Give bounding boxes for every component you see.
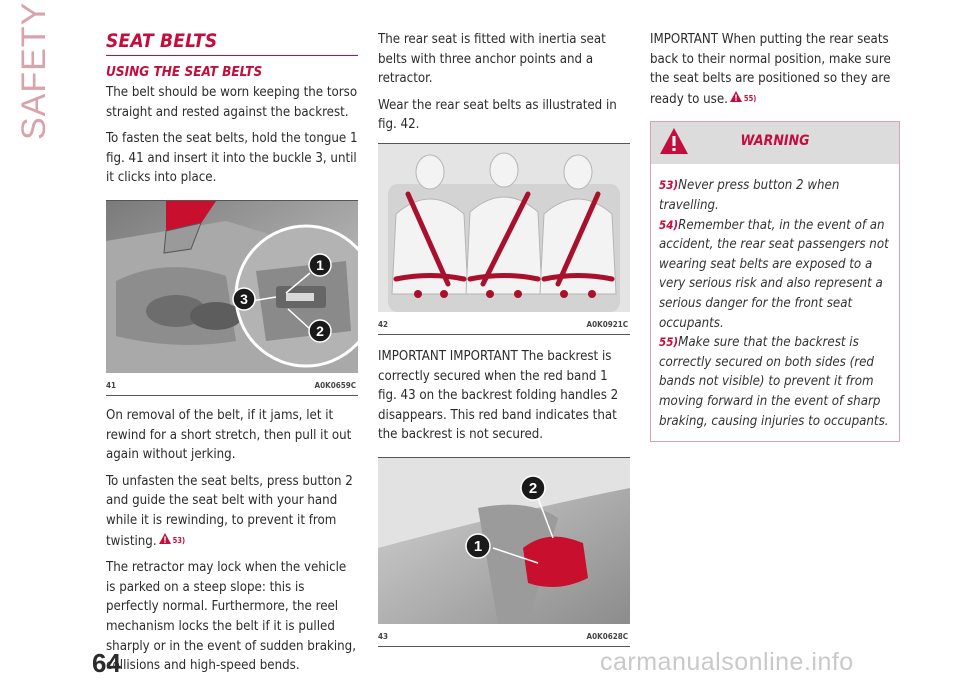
paragraph: IMPORTANT When putting the rear seats back to their normal position, make sure the seat belts are positioned so they are ready to use. 55)	[650, 32, 891, 107]
callout-label: 3	[240, 290, 248, 307]
column-3	[650, 30, 900, 442]
warning-icon	[730, 89, 742, 100]
warning-item: 55)Make sure that the backrest is correctly secured on both sides (red bands not visible) to prevent it from moving forward in the event of sharp braking, causing injuries to occupants.	[659, 335, 889, 429]
figure-42	[378, 143, 630, 335]
section-side-label: SAFETY	[15, 1, 53, 140]
paragraph: The belt should be worn keeping the torso straight and rested against the backrest.	[106, 85, 358, 120]
warning-header	[651, 122, 899, 164]
warning-body	[651, 164, 899, 441]
column-1	[106, 30, 358, 683]
figure-code: A0K0659C	[314, 380, 356, 390]
warning-box	[650, 121, 900, 442]
figure-41	[106, 200, 358, 396]
figure-number: 42	[378, 319, 389, 329]
rear-seat-belts-illustration	[378, 144, 630, 316]
warning-reference: 53)	[172, 535, 186, 545]
watermark: carmanualsonline.info	[600, 648, 854, 676]
callout-label: 2	[528, 479, 538, 497]
paragraph: To fasten the seat belts, hold the tongue 1 fig. 41 and insert it into the buckle 3, until it clicks into place.	[106, 131, 358, 186]
figure-code: A0K0921C	[586, 319, 628, 329]
warning-reference: 55)	[743, 93, 757, 103]
column-2	[378, 30, 630, 647]
section-subtitle: USING THE SEAT BELTS	[106, 64, 263, 80]
figure-number: 41	[106, 380, 117, 390]
paragraph: To unfasten the seat belts, press button 2 and guide the seat belt with your hand while it is rewinding, to prevent it from twisting. 53)	[106, 473, 353, 549]
paragraph: The rear seat is fitted with inertia seat belts with three anchor points and a retractor.	[378, 32, 606, 87]
callout-label: 1	[473, 537, 483, 555]
page-number: 64	[92, 648, 121, 678]
callout-label: 2	[316, 322, 324, 339]
paragraph: Wear the rear seat belts as illustrated in fig. 42.	[378, 97, 617, 133]
warning-item: 53)Never press button 2 when travelling.	[659, 178, 840, 213]
figure-caption	[378, 316, 630, 334]
section-title: SEAT BELTS	[106, 30, 358, 56]
figure-code: A0K0628C	[586, 631, 628, 641]
callout-label: 1	[316, 256, 324, 273]
warning-item: 54)Remember that, in the event of an accident, the rear seat passengers not wearing seat belts are exposed to a very serious risk and also represent a serious danger for the front seat occupants.	[659, 217, 889, 331]
paragraph: IMPORTANT IMPORTANT The backrest is correctly secured when the red band 1 fig. 43 on the backrest folding handles 2 disappears. This red band indicates that the backrest is not secured.	[378, 348, 619, 443]
figure-caption	[378, 628, 630, 646]
paragraph: On removal of the belt, if it jams, let it rewind for a short stretch, then pull it out again without jerking.	[106, 407, 352, 463]
figure-number: 43	[378, 631, 389, 641]
backrest-handle-illustration	[378, 458, 630, 628]
figure-caption	[106, 377, 358, 395]
paragraph: The retractor may lock when the vehicle is parked on a steep slope: this is perfectly normal. Furthermore, the reel mechanism locks the belt if it is pulled sharply or in the event of sudden braking, collisions and high-speed bends.	[106, 560, 356, 674]
seatbelt-buckle-illustration	[106, 201, 358, 377]
figure-43	[378, 457, 630, 647]
warning-icon	[159, 531, 171, 542]
warning-title: WARNING	[740, 133, 810, 150]
